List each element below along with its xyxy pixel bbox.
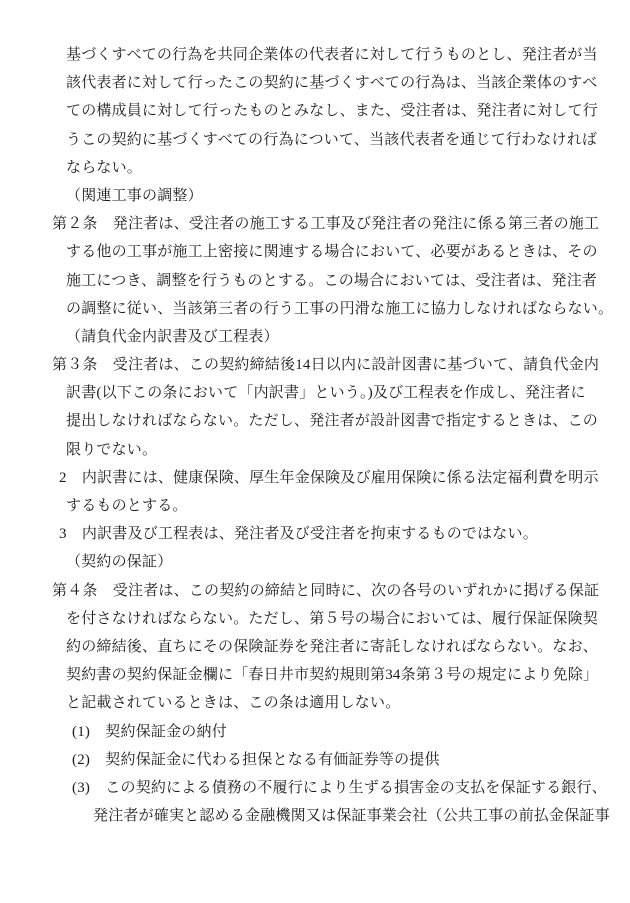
article-line: 第４条 受注者は、この契約の締結と同時に、次の各号のいずれかに掲げる保証	[52, 582, 600, 599]
body-text-line: 契約書の契約保証金欄に「春日井市契約規則第34条第３号の規定により免除」	[66, 667, 599, 684]
article-line: 第３条 受注者は、この契約締結後14日以内に設計図書に基づいて、請負代金内	[52, 357, 600, 374]
body-text-line: 基づくすべての行為を共同企業体の代表者に対して行うものとし、発注者が当	[66, 47, 598, 63]
body-text-line: を付さなければならない。ただし、第５号の場合においては、履行保証保険契	[66, 610, 599, 627]
section-heading-line: （契約の保証）	[66, 554, 173, 571]
item-line: (1) 契約保証金の納付	[72, 723, 227, 740]
body-text-line: うこの契約に基づくすべての行為について、当該代表者を通じて行わなければ	[66, 131, 598, 148]
item-line: (2) 契約保証金に代わる担保となる有価証券等の提供	[72, 751, 440, 768]
body-text-line: 約の締結後、直ちにその保険証券を発注者に寄託しなければならない。なお、	[66, 638, 599, 655]
article-line: 第２条 発注者は、受注者の施工する工事及び発注者の発注に係る第三者の施工	[52, 216, 600, 233]
body-text-line: の調整に従い、当該第三者の行う工事の円滑な施工に協力しなければならない。	[66, 300, 614, 317]
body-text-line: するものとする。	[66, 498, 188, 514]
section-heading-line: （請負代金内訳書及び工程表）	[66, 328, 279, 345]
section-heading-line: （関連工事の調整）	[66, 187, 203, 204]
item-continuation-line: 発注者が確実と認める金融機関又は保証事業会社（公共工事の前払金保証事	[93, 808, 610, 825]
body-text-line: 施工につき、調整を行うものとする。この場合においては、受注者は、発注者	[66, 272, 598, 289]
document-body	[0, 41, 630, 830]
body-text-line: ならない。	[66, 159, 143, 176]
body-text-line: 限りでない。	[66, 441, 158, 458]
item-line: (3) この契約による債務の不履行により生ずる損害金の支払を保証する銀行、	[72, 779, 607, 796]
body-text-line: 該代表者に対して行ったこの契約に基づくすべての行為は、当該企業体のすべ	[66, 75, 598, 92]
body-text-line: する他の工事が施工上密接に関連する場合において、必要があるときは、その	[66, 244, 598, 261]
body-text-line: ての構成員に対して行ったものとみなし、また、受注者は、発注者に対して行	[66, 103, 599, 120]
body-text-line: 提出しなければならない。ただし、発注者が設計図書で指定するときは、この	[66, 413, 599, 430]
paragraph-line: 3 内訳書及び工程表は、発注者及び受注者を拘束するものではない。	[59, 526, 538, 543]
body-text-line: と記載されているときは、この条は適用しない。	[66, 695, 401, 712]
body-text-line: 訳書(以下この条において「内訳書」という。)及び工程表を作成し、発注者に	[66, 385, 586, 402]
paragraph-line: 2 内訳書には、健康保険、厚生年金保険及び雇用保険に係る法定福利費を明示	[59, 469, 599, 486]
